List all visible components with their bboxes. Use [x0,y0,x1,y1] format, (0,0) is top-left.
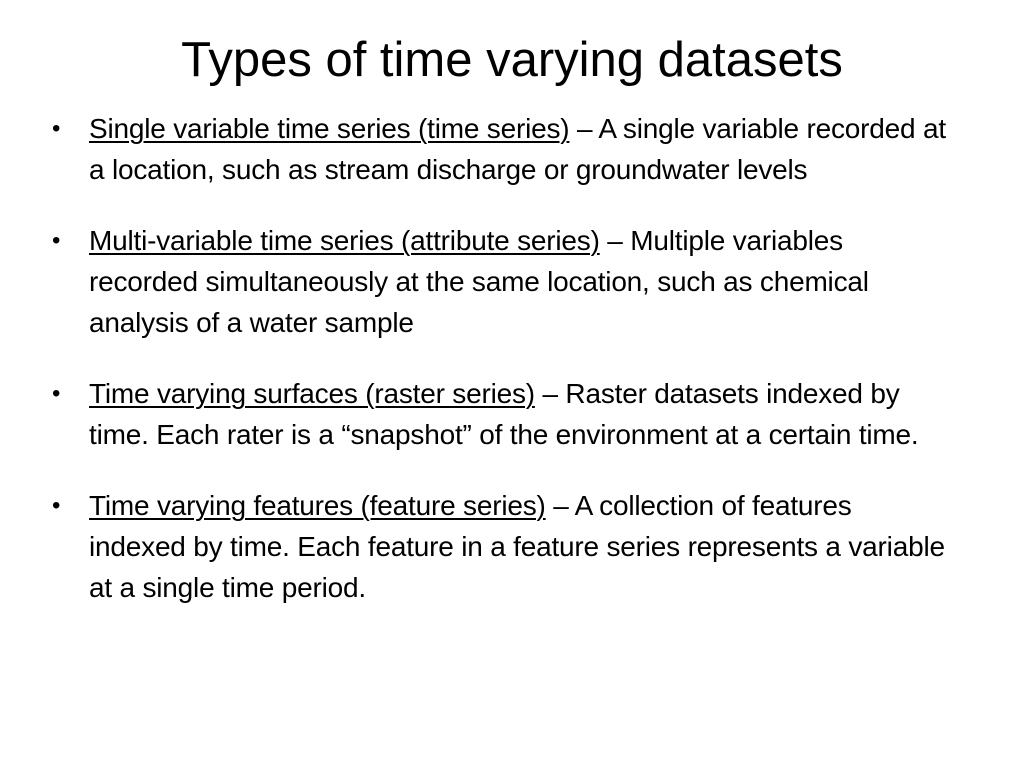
bullet-item [52,485,952,608]
bullet-item [52,373,952,455]
bullet-list [52,108,952,638]
bullet-description: – Raster datasets indexed by time. Each rater is a “snapshot” of the environment at a certain time. [89,378,919,450]
bullet-dot-icon: • [52,492,61,519]
slide-title: Types of time varying datasets [181,33,843,87]
bullet-term: Time varying features (feature series) [89,490,546,521]
bullet-term: Single variable time series (time series) [89,113,570,144]
bullet-description: – A single variable recorded at a location, such as stream discharge or groundwater levels [89,113,946,185]
bullet-item [52,108,952,190]
bullet-dot-icon: • [52,115,61,142]
bullet-dot-icon: • [52,380,61,407]
bullet-term: Time varying surfaces (raster series) [89,378,535,409]
bullet-description: – Multiple variables recorded simultaneously at the same location, such as chemical analysis of a water sample [89,225,869,338]
bullet-item [52,220,952,343]
bullet-description: – A collection of features indexed by time. Each feature in a feature series represents a variable at a single time period. [89,490,945,603]
bullet-dot-icon: • [52,227,61,254]
bullet-term: Multi-variable time series (attribute series) [89,225,600,256]
